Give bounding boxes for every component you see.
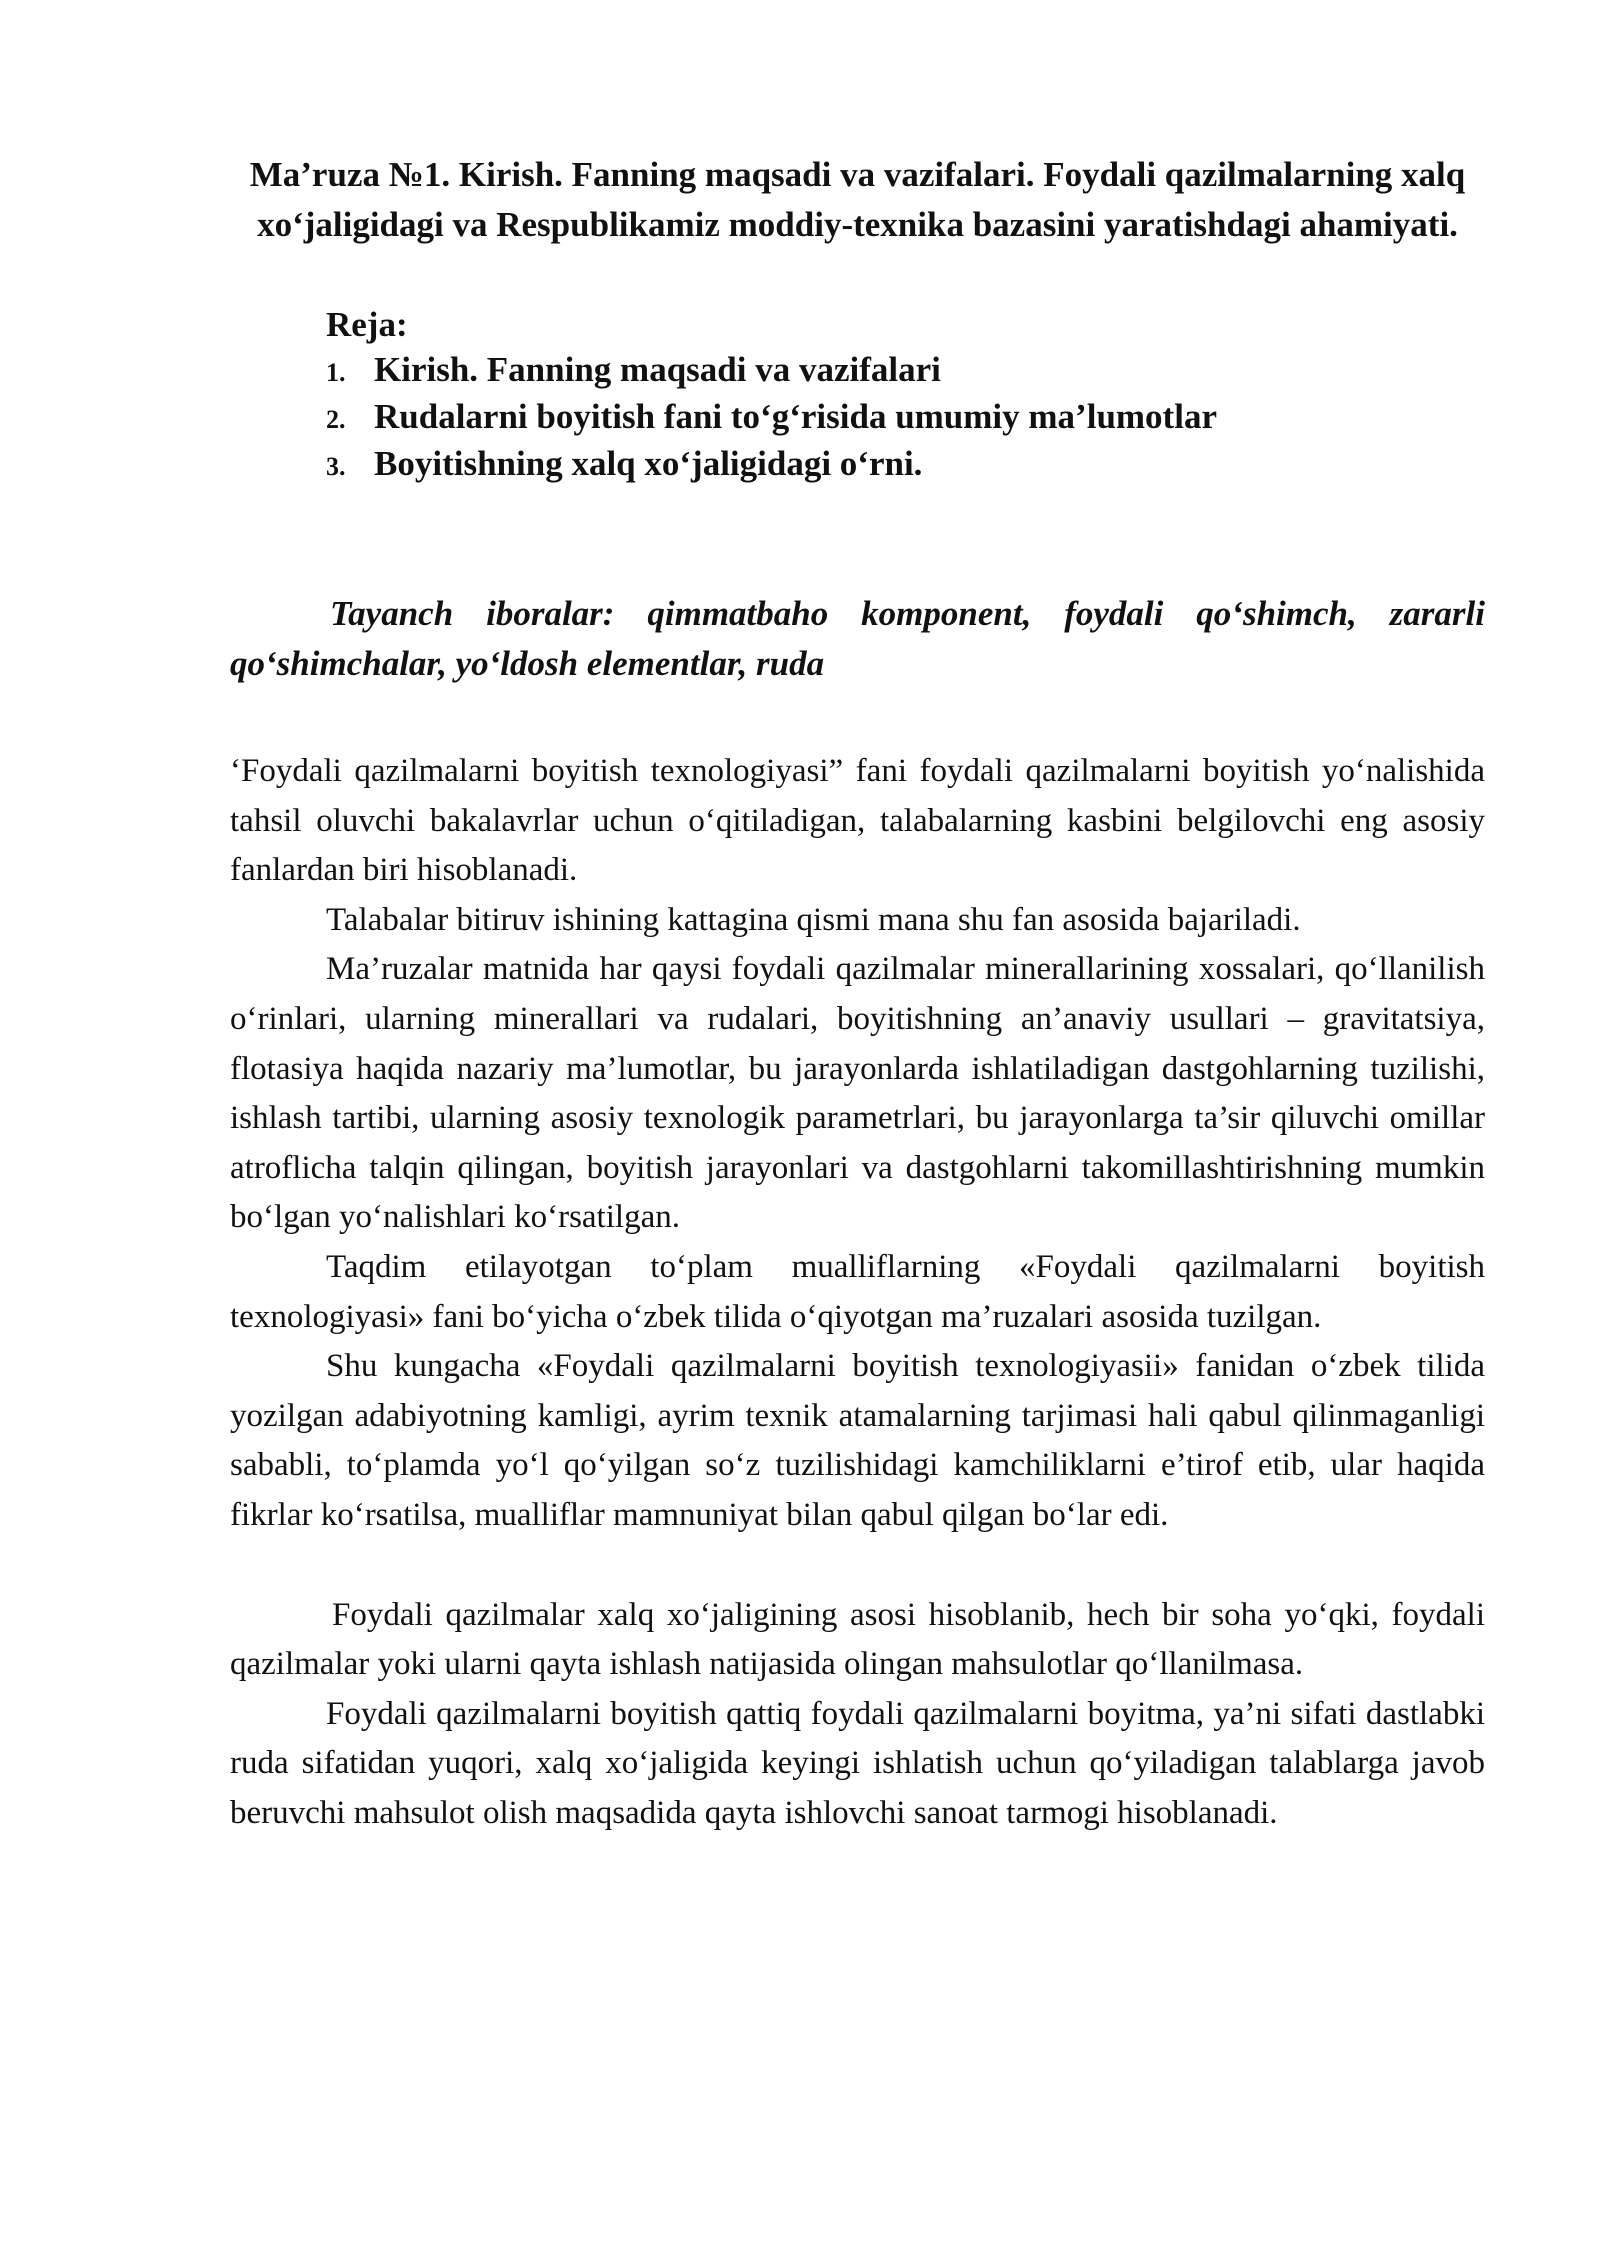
key-terms: Tayanch iboralar: qimmatbaho komponent, foydali qo‘shimch, zararli qo‘shimchalar, yo‘ldosh elementlar, ruda	[230, 594, 1485, 683]
plan-item-number: 1.	[326, 358, 346, 387]
document-page	[230, 150, 1485, 1838]
plan-item-text: Rudalarni boyitish fani to‘g‘risida umumiy ma’lumotlar	[374, 397, 1217, 436]
paragraph: Ma’ruzalar matnida har qaysi foydali qazilmalar minerallarining xossalari, qo‘llanilish o‘rinlari, ularning minerallari va rudalari, boyitishning an’anaviy usullari – gravitatsiya, flotasiya haqida nazariy ma’lumotlar, bu jarayonlarda ishlatiladigan dastgohlarning tuzilishi, ishlash tartibi, ularning asosiy texnologik parametrlari, bu jarayonlarga ta’sir qiluvchi omillar atroflicha talqin qilingan, boyitish jarayonlari va dastgohlarni takomillashtirishning mumkin bo‘lgan yo‘nalishlari ko‘rsatilgan.	[230, 951, 1485, 1236]
plan-item-text: Kirish. Fanning maqsadi va vazifalari	[374, 350, 941, 389]
lecture-plan	[230, 302, 1485, 489]
plan-item-text: Boyitishning xalq xo‘jaligidagi o‘rni.	[374, 444, 923, 483]
plan-heading: Reja:	[326, 305, 408, 344]
paragraph: Talabalar bitiruv ishining kattagina qismi mana shu fan asosida bajariladi.	[326, 901, 1301, 938]
body-text	[230, 747, 1485, 1838]
paragraph: Foydali qazilmalarni boyitish qattiq foydali qazilmalarni boyitma, ya’ni sifati dastlabki ruda sifatidan yuqori, xalq xo‘jaligida keyingi ishlatish uchun qo‘yiladigan talablarga javob beruvchi mahsulot olish maqsadida qayta ishlovchi sanoat tarmogi hisoblanadi.	[230, 1695, 1485, 1831]
paragraph: Shu kungacha «Foydali qazilmalarni boyitish texnologiyasii» fanidan o‘zbek tilida yozilgan adabiyotning kamligi, ayrim texnik atamalarning tarjimasi hali qabul qilinmaganligi sababli, to‘plamda yo‘l qo‘yilgan so‘z tuzilishidagi kamchiliklarni e’tirof etib, ular haqida fikrlar ko‘rsatilsa, mualliflar mamnuniyat bilan qabul qilgan bo‘lar edi.	[230, 1348, 1485, 1533]
paragraph: ‘Foydali qazilmalarni boyitish texnologiyasi” fani foydali qazilmalarni boyitish yo‘nalishida tahsil oluvchi bakalavrlar uchun o‘qitiladigan, talabalarning kasbini belgilovchi eng asosiy fanlardan biri hisoblanadi.	[230, 753, 1485, 889]
plan-item-number: 2.	[326, 405, 346, 434]
paragraph: Taqdim etilayotgan to‘plam mualliflarning «Foydali qazilmalarni boyitish texnologiyasi» fani bo‘yicha o‘zbek tilida o‘qiyotgan ma’ruzalari asosida tuzilgan.	[230, 1248, 1485, 1335]
plan-list	[326, 348, 1485, 489]
plan-item	[326, 442, 1485, 489]
paragraph: Foydali qazilmalar xalq xo‘jaligining asosi hisoblanib, hech bir soha yo‘qki, foydali qazilmalar yoki ularni qayta ishlash natijasida olingan mahsulotlar qo‘llanilmasa.	[230, 1596, 1485, 1683]
plan-item	[326, 395, 1485, 442]
lecture-title: Ma’ruza №1. Kirish. Fanning maqsadi va vazifalari. Foydali qazilmalarning xalq xo‘jaligidagi va Respublikamiz moddiy-texnika bazasini yaratishdagi ahamiyati.	[249, 155, 1466, 244]
plan-item	[326, 348, 1485, 395]
plan-item-number: 3.	[326, 452, 346, 481]
